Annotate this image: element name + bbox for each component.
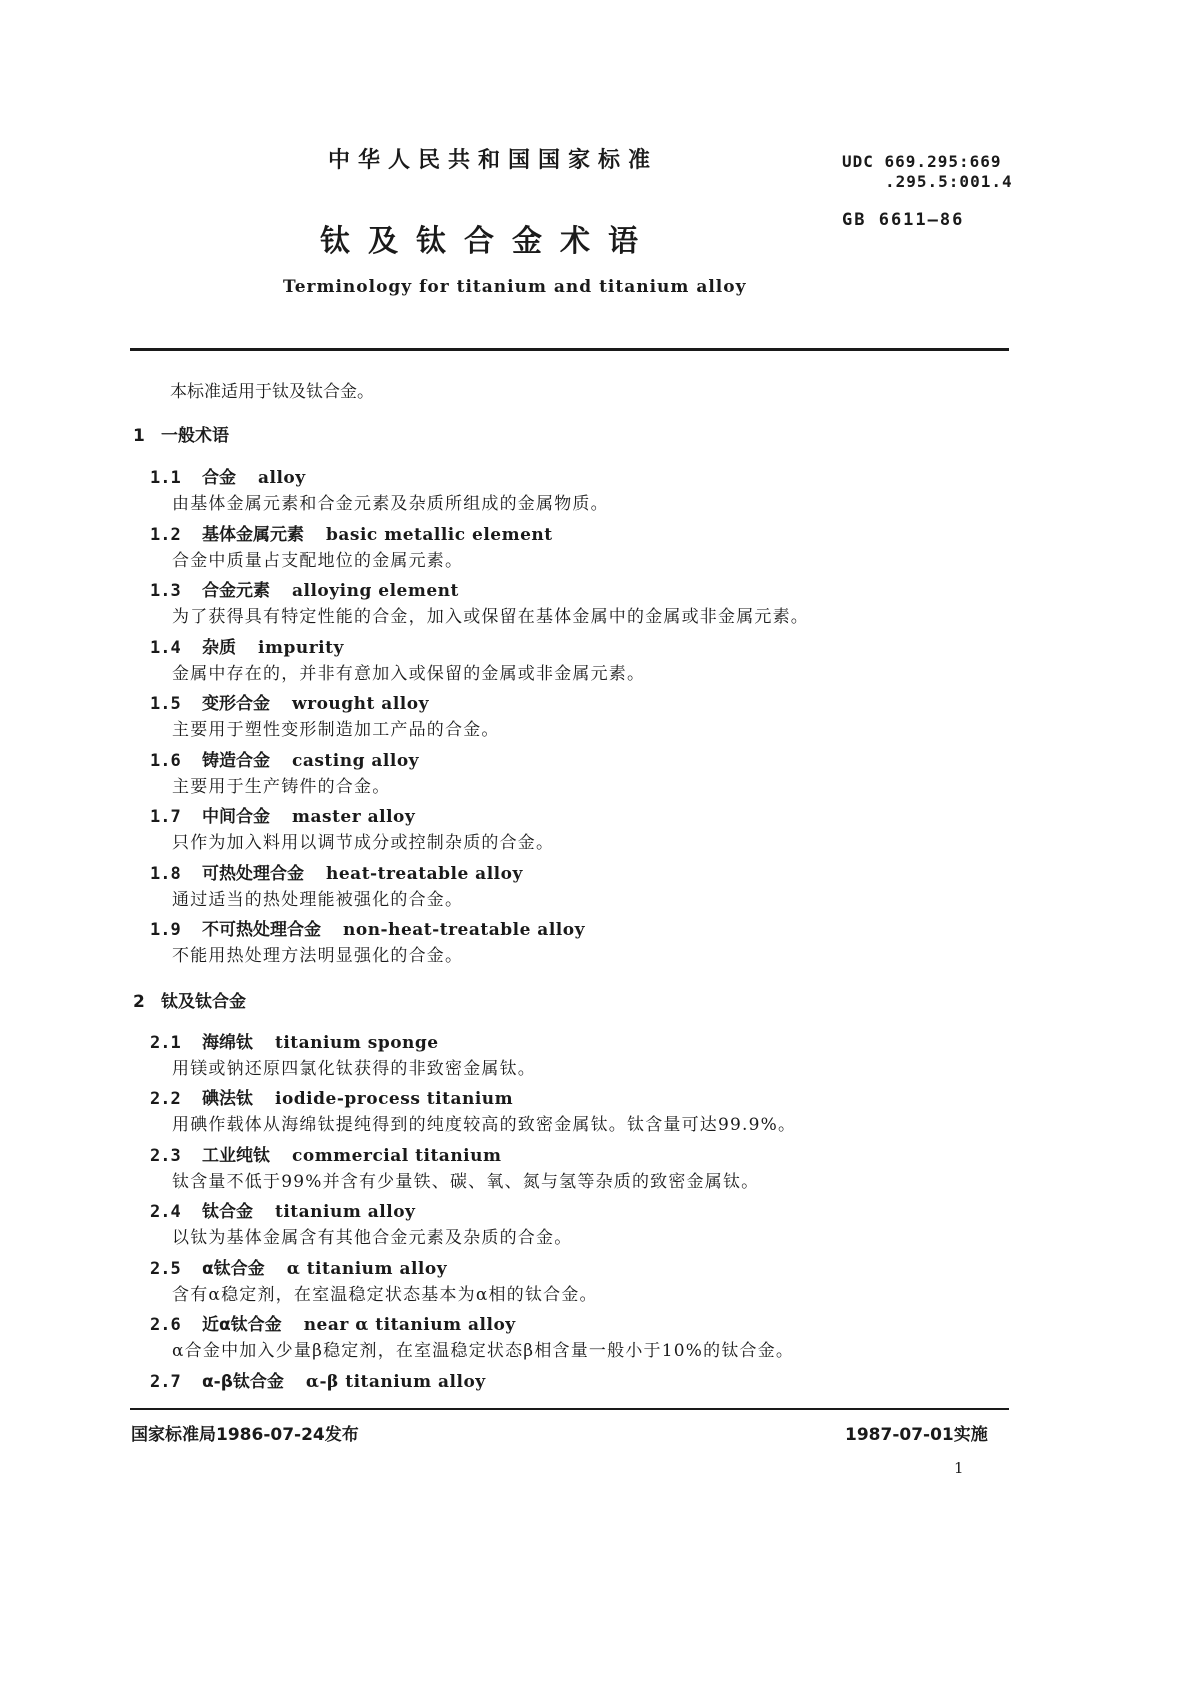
term-cn: 铸造合金 [202, 751, 270, 771]
term-heading [150, 463, 306, 488]
term-en: wrought alloy [292, 694, 429, 714]
term-definition: 用镁或钠还原四氯化钛获得的非致密金属钛。 [172, 1059, 536, 1079]
footer-rule [130, 1408, 1009, 1410]
term-cn: 变形合金 [202, 694, 270, 714]
term-definition: 含有α稳定剂，在室温稳定状态基本为α相的钛合金。 [172, 1285, 598, 1305]
term-heading [150, 859, 523, 884]
term-number: 2.7 [150, 1372, 181, 1392]
term-heading [150, 576, 459, 601]
effective-date: 1987-07-01实施 [845, 1425, 988, 1445]
term-definition: 以钛为基体金属含有其他合金元素及杂质的合金。 [172, 1228, 573, 1248]
term-number: 1.4 [150, 638, 181, 658]
term-definition: 合金中质量占支配地位的金属元素。 [172, 551, 464, 571]
term-number: 2.3 [150, 1146, 181, 1166]
term-cn: α钛合金 [202, 1259, 265, 1279]
term-definition: 钛含量不低于99%并含有少量铁、碳、氧、氮与氢等杂质的致密金属钛。 [172, 1172, 760, 1192]
term-heading [150, 1141, 501, 1166]
term-en: commercial titanium [292, 1146, 502, 1166]
term-number: 1.5 [150, 694, 181, 714]
term-en: heat-treatable alloy [326, 864, 523, 884]
term-definition: 为了获得具有特定性能的合金，加入或保留在基体金属中的金属或非金属元素。 [172, 607, 809, 627]
term-definition: 金属中存在的，并非有意加入或保留的金属或非金属元素。 [172, 664, 646, 684]
section-number: 1 [133, 426, 145, 446]
section-heading [133, 987, 246, 1012]
term-heading [150, 1310, 516, 1335]
gb-code: GB 6611—86 [842, 210, 965, 230]
term-heading [150, 1254, 447, 1279]
section-heading [133, 421, 229, 446]
term-cn: 碘法钛 [202, 1089, 253, 1109]
term-en: impurity [258, 638, 344, 658]
udc-line-1: UDC 669.295:669 [842, 152, 1002, 171]
term-number: 1.6 [150, 751, 181, 771]
term-number: 1.2 [150, 525, 181, 545]
term-definition: 主要用于塑性变形制造加工产品的合金。 [172, 720, 500, 740]
term-number: 1.1 [150, 468, 181, 488]
term-definition: 用碘作载体从海绵钛提纯得到的纯度较高的致密金属钛。钛含量可达99.9%。 [172, 1115, 797, 1135]
term-en: alloying element [292, 581, 459, 601]
term-heading [150, 689, 429, 714]
term-en: iodide-process titanium [275, 1089, 514, 1109]
term-en: master alloy [292, 807, 416, 827]
term-number: 2.6 [150, 1315, 181, 1335]
udc-line-2: .295.5:001.4 [885, 172, 1013, 191]
term-definition: α合金中加入少量β稳定剂，在室温稳定状态β相含量一般小于10%的钛合金。 [172, 1341, 795, 1361]
term-cn: 近α钛合金 [202, 1315, 282, 1335]
issuing-country: 中华人民共和国国家标准 [328, 148, 659, 173]
term-definition: 主要用于生产铸件的合金。 [172, 777, 391, 797]
term-heading [150, 802, 415, 827]
term-cn: 可热处理合金 [202, 864, 304, 884]
term-cn: 中间合金 [202, 807, 270, 827]
term-cn: 杂质 [202, 638, 236, 658]
term-number: 1.3 [150, 581, 181, 601]
english-title: Terminology for titanium and titanium alloy [283, 277, 747, 297]
term-heading [150, 520, 553, 545]
term-cn: 基体金属元素 [202, 525, 304, 545]
section-number: 2 [133, 992, 145, 1012]
term-cn: α-β钛合金 [202, 1372, 284, 1392]
scope-statement: 本标准适用于钛及钛合金。 [170, 382, 374, 402]
section-title: 钛及钛合金 [161, 992, 246, 1012]
term-number: 1.8 [150, 864, 181, 884]
term-cn: 工业纯钛 [202, 1146, 270, 1166]
header-rule [130, 348, 1009, 351]
term-cn: 钛合金 [202, 1202, 253, 1222]
page-title: 钛及钛合金术语 [320, 224, 656, 259]
issue-date: 国家标准局1986-07-24发布 [131, 1425, 359, 1445]
term-en: casting alloy [292, 751, 420, 771]
term-definition: 由基体金属元素和合金元素及杂质所组成的金属物质。 [172, 494, 609, 514]
term-cn: 海绵钛 [202, 1033, 253, 1053]
term-number: 2.5 [150, 1259, 181, 1279]
term-en: titanium alloy [275, 1202, 416, 1222]
page-number: 1 [954, 1459, 964, 1477]
term-number: 2.1 [150, 1033, 181, 1053]
term-number: 2.2 [150, 1089, 181, 1109]
term-en: α titanium alloy [286, 1259, 448, 1279]
term-cn: 合金 [202, 468, 236, 488]
term-cn: 不可热处理合金 [202, 920, 321, 940]
term-heading [150, 746, 419, 771]
term-en: near α titanium alloy [303, 1315, 516, 1335]
term-cn: 合金元素 [202, 581, 270, 601]
term-definition: 只作为加入料用以调节成分或控制杂质的合金。 [172, 833, 555, 853]
term-number: 1.9 [150, 920, 181, 940]
term-en: alloy [258, 468, 306, 488]
term-heading [150, 1197, 415, 1222]
term-en: titanium sponge [275, 1033, 439, 1053]
term-en: non-heat-treatable alloy [343, 920, 585, 940]
term-heading [150, 1084, 513, 1109]
term-en: basic metallic element [326, 525, 553, 545]
term-heading [150, 633, 344, 658]
term-definition: 通过适当的热处理能被强化的合金。 [172, 890, 464, 910]
term-number: 2.4 [150, 1202, 181, 1222]
term-en: α-β titanium alloy [305, 1372, 486, 1392]
term-heading [150, 1367, 486, 1392]
term-definition: 不能用热处理方法明显强化的合金。 [172, 946, 464, 966]
term-number: 1.7 [150, 807, 181, 827]
section-title: 一般术语 [161, 426, 229, 446]
term-heading [150, 1028, 439, 1053]
term-heading [150, 915, 585, 940]
